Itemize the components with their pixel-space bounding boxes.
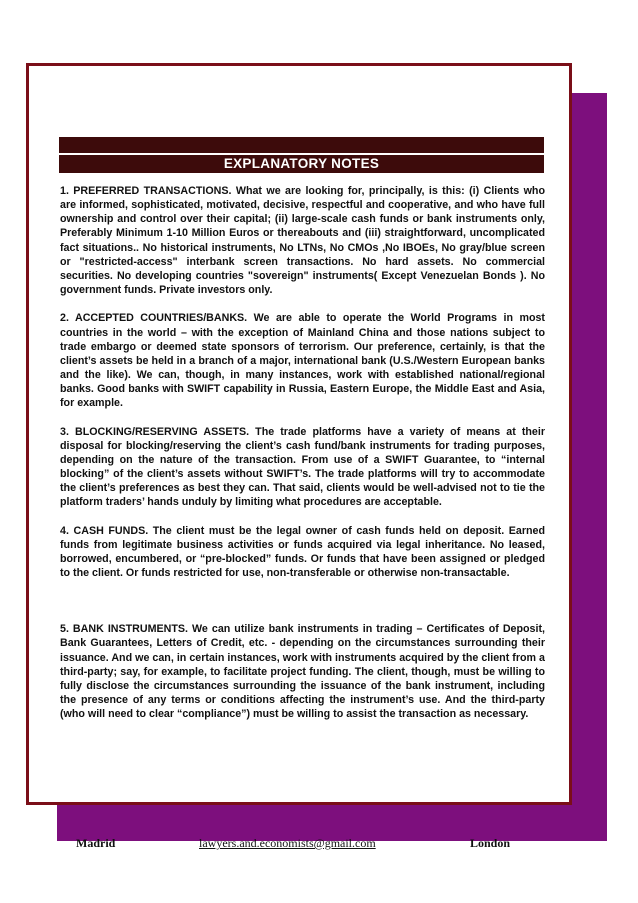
footer-city-left: Madrid [76,836,116,850]
notes-body [60,184,545,736]
section-preferred-transactions: 1. PREFERRED TRANSACTIONS. What we are looking for, principally, is this: (i) Clients who are informed, sophisticated, motivated, decisive, respectful and cooperative, and who have full ownership and control over their capital; (ii) large-scale cash funds or bank instruments only, Preferably Minimum 1-10 Million Euros or thereabouts and (iii) straightforward, uncomplicated fact situations.. No historical instruments, No LTNs, No CMOs ,No IBOEs, No gray/blue screen or "restricted-access" interbank screen transactions. No hard assets. No commercial securities. No developing countries "sovereign" instruments( Except Venezuelan Bonds ). No government funds. Private investors only. [60,185,545,297]
section-accepted-countries: 2. ACCEPTED COUNTRIES/BANKS. We are able to operate the World Programs in most countries in the world – with the exception of Mainland China and those nations subject to trade embargo or deemed state sponsors of terrorism. Our preference, certainly, is that the client’s assets be held in a branch of a major, international bank (U.S./Western European banks and the like). We can, though, in many instances, work with established national/regional banks. Good banks with SWIFT capability in Russia, Eastern Europe, the Middle East and Asia, for example. [60,312,545,410]
section-blocking-assets: 3. BLOCKING/RESERVING ASSETS. The trade platforms have a variety of means at their disposal for blocking/reserving the client’s cash fund/bank instruments for trading purposes, depending on the nature of the transaction. From use of a SWIFT Guarantee, to “internal blocking” of the client’s assets without SWIFT’s. The trade platforms will try to accommodate the client’s preferences as best they can. That said, clients would be well-advised not to tie the platform traders’ hands unduly by limiting what procedures are acceptable. [60,425,545,509]
section-cash-funds: 4. CASH FUNDS. The client must be the legal owner of cash funds held on deposit. Earned funds from legitimate business activities or funds acquired via legal inheritance. No leased, borrowed, encumbered, or “pre-blocked” funds. Or funds that have been assigned or pledged to the client. Or funds restricted for use, non-transferable or otherwise non-transactable. [60,524,545,580]
document-page [26,63,572,850]
footer-email-link[interactable]: lawyers.and.economists@gmail.com [199,836,376,850]
section-bank-instruments: 5. BANK INSTRUMENTS. We can utilize bank instruments in trading – Certificates of Deposit, Bank Guarantees, Letters of Credit, etc. - depending on the circumstances surrounding their issuance. And we can, in certain instances, work with instruments acquired by the client from a third-party; say, for example, to facilitate project funding. The client, though, must be willing to fully disclose the circumstances surrounding the issuance of the bank instrument, including the presence of any terms or conditions affecting the instrument’s use. And the third-party (who will need to clear “compliance”) must be willing to assist the transaction as necessary. [60,623,545,721]
footer-city-right: London [470,836,511,850]
page-footer [76,836,526,852]
page-title: EXPLANATORY NOTES [59,155,544,173]
header-decor-bar [59,137,544,153]
